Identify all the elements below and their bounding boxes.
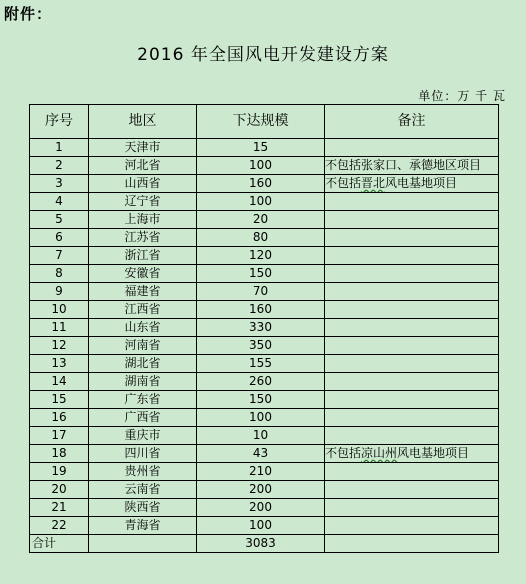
table-body xyxy=(30,139,499,535)
region-cell: 安徽省 xyxy=(89,265,197,283)
region-cell: 江西省 xyxy=(89,301,197,319)
scale-cell: 160 xyxy=(197,175,325,193)
total-region-cell xyxy=(89,535,197,553)
table-row xyxy=(30,337,499,355)
serial-number-cell: 2 xyxy=(30,157,89,175)
region-cell: 广东省 xyxy=(89,391,197,409)
table-row xyxy=(30,499,499,517)
total-scale: 3083 xyxy=(197,535,325,553)
remarks-cell xyxy=(325,463,499,481)
serial-number-cell: 16 xyxy=(30,409,89,427)
scale-cell: 80 xyxy=(197,229,325,247)
serial-number-cell: 10 xyxy=(30,301,89,319)
table-row xyxy=(30,247,499,265)
header-remarks: 备注 xyxy=(325,105,499,139)
table-row xyxy=(30,211,499,229)
region-cell: 上海市 xyxy=(89,211,197,229)
region-cell: 青海省 xyxy=(89,517,197,535)
serial-number-cell: 1 xyxy=(30,139,89,157)
table-row xyxy=(30,463,499,481)
table-row xyxy=(30,319,499,337)
remarks-cell xyxy=(325,373,499,391)
table-row xyxy=(30,391,499,409)
serial-number-cell: 8 xyxy=(30,265,89,283)
scale-cell: 10 xyxy=(197,427,325,445)
scale-cell: 350 xyxy=(197,337,325,355)
region-cell: 陕西省 xyxy=(89,499,197,517)
scale-cell: 100 xyxy=(197,193,325,211)
serial-number-cell: 17 xyxy=(30,427,89,445)
region-cell: 山西省 xyxy=(89,175,197,193)
remarks-cell xyxy=(325,481,499,499)
scale-cell: 20 xyxy=(197,211,325,229)
table-row xyxy=(30,175,499,193)
region-cell: 湖北省 xyxy=(89,355,197,373)
serial-number-cell: 12 xyxy=(30,337,89,355)
region-cell: 广西省 xyxy=(89,409,197,427)
region-cell: 浙江省 xyxy=(89,247,197,265)
serial-number-cell: 18 xyxy=(30,445,89,463)
remarks-cell: 不包括张家口、承德地区项目 xyxy=(325,157,499,175)
remarks-cell: 不包括凉山州风电基地项目 xyxy=(325,445,499,463)
scale-cell: 155 xyxy=(197,355,325,373)
serial-number-cell: 13 xyxy=(30,355,89,373)
serial-number-cell: 5 xyxy=(30,211,89,229)
region-cell: 辽宁省 xyxy=(89,193,197,211)
table-row xyxy=(30,229,499,247)
remarks-cell xyxy=(325,391,499,409)
region-cell: 云南省 xyxy=(89,481,197,499)
scale-cell: 15 xyxy=(197,139,325,157)
table-row xyxy=(30,193,499,211)
total-label: 合计 xyxy=(30,535,89,553)
serial-number-cell: 19 xyxy=(30,463,89,481)
serial-number-cell: 11 xyxy=(30,319,89,337)
scale-cell: 160 xyxy=(197,301,325,319)
remarks-cell xyxy=(325,355,499,373)
region-cell: 河南省 xyxy=(89,337,197,355)
scale-cell: 100 xyxy=(197,517,325,535)
remarks-cell xyxy=(325,247,499,265)
table-row xyxy=(30,445,499,463)
table-row xyxy=(30,481,499,499)
serial-number-cell: 3 xyxy=(30,175,89,193)
scale-cell: 70 xyxy=(197,283,325,301)
remarks-cell xyxy=(325,301,499,319)
table-row xyxy=(30,373,499,391)
serial-number-cell: 6 xyxy=(30,229,89,247)
table-row xyxy=(30,301,499,319)
document-title: 2016 年全国风电开发建设方案 xyxy=(137,45,389,65)
scale-cell: 150 xyxy=(197,265,325,283)
region-cell: 江苏省 xyxy=(89,229,197,247)
region-cell: 湖南省 xyxy=(89,373,197,391)
header-region: 地区 xyxy=(89,105,197,139)
remarks-cell xyxy=(325,409,499,427)
region-cell: 山东省 xyxy=(89,319,197,337)
header-issued-scale: 下达规模 xyxy=(197,105,325,139)
remarks-cell xyxy=(325,211,499,229)
table-row xyxy=(30,265,499,283)
table-row xyxy=(30,283,499,301)
scale-cell: 100 xyxy=(197,409,325,427)
region-cell: 贵州省 xyxy=(89,463,197,481)
serial-number-cell: 21 xyxy=(30,499,89,517)
remarks-cell xyxy=(325,193,499,211)
scale-cell: 200 xyxy=(197,499,325,517)
wind-power-plan-table xyxy=(29,104,499,553)
remarks-cell xyxy=(325,319,499,337)
remarks-cell xyxy=(325,427,499,445)
serial-number-cell: 14 xyxy=(30,373,89,391)
remarks-cell xyxy=(325,229,499,247)
serial-number-cell: 20 xyxy=(30,481,89,499)
scale-cell: 260 xyxy=(197,373,325,391)
table-row xyxy=(30,139,499,157)
serial-number-cell: 7 xyxy=(30,247,89,265)
unit-label: 单位：万 千 瓦 xyxy=(418,89,506,103)
remarks-cell xyxy=(325,139,499,157)
scale-cell: 100 xyxy=(197,157,325,175)
scale-cell: 43 xyxy=(197,445,325,463)
scale-cell: 330 xyxy=(197,319,325,337)
serial-number-cell: 9 xyxy=(30,283,89,301)
scale-cell: 120 xyxy=(197,247,325,265)
region-cell: 河北省 xyxy=(89,157,197,175)
scale-cell: 150 xyxy=(197,391,325,409)
serial-number-cell: 22 xyxy=(30,517,89,535)
region-cell: 福建省 xyxy=(89,283,197,301)
table-row xyxy=(30,517,499,535)
region-cell: 四川省 xyxy=(89,445,197,463)
serial-number-cell: 4 xyxy=(30,193,89,211)
table-header-row xyxy=(30,105,499,139)
header-serial-number: 序号 xyxy=(30,105,89,139)
attachment-label: 附件： xyxy=(4,5,53,23)
remarks-cell xyxy=(325,283,499,301)
remarks-cell xyxy=(325,265,499,283)
region-cell: 重庆市 xyxy=(89,427,197,445)
total-row xyxy=(30,535,499,553)
table-row xyxy=(30,355,499,373)
table-row xyxy=(30,157,499,175)
serial-number-cell: 15 xyxy=(30,391,89,409)
remarks-cell: 不包括晋北风电基地项目 xyxy=(325,175,499,193)
scale-cell: 200 xyxy=(197,481,325,499)
table-row xyxy=(30,409,499,427)
total-note-cell xyxy=(325,535,499,553)
remarks-cell xyxy=(325,517,499,535)
scale-cell: 210 xyxy=(197,463,325,481)
remarks-cell xyxy=(325,499,499,517)
remarks-cell xyxy=(325,337,499,355)
region-cell: 天津市 xyxy=(89,139,197,157)
table-row xyxy=(30,427,499,445)
